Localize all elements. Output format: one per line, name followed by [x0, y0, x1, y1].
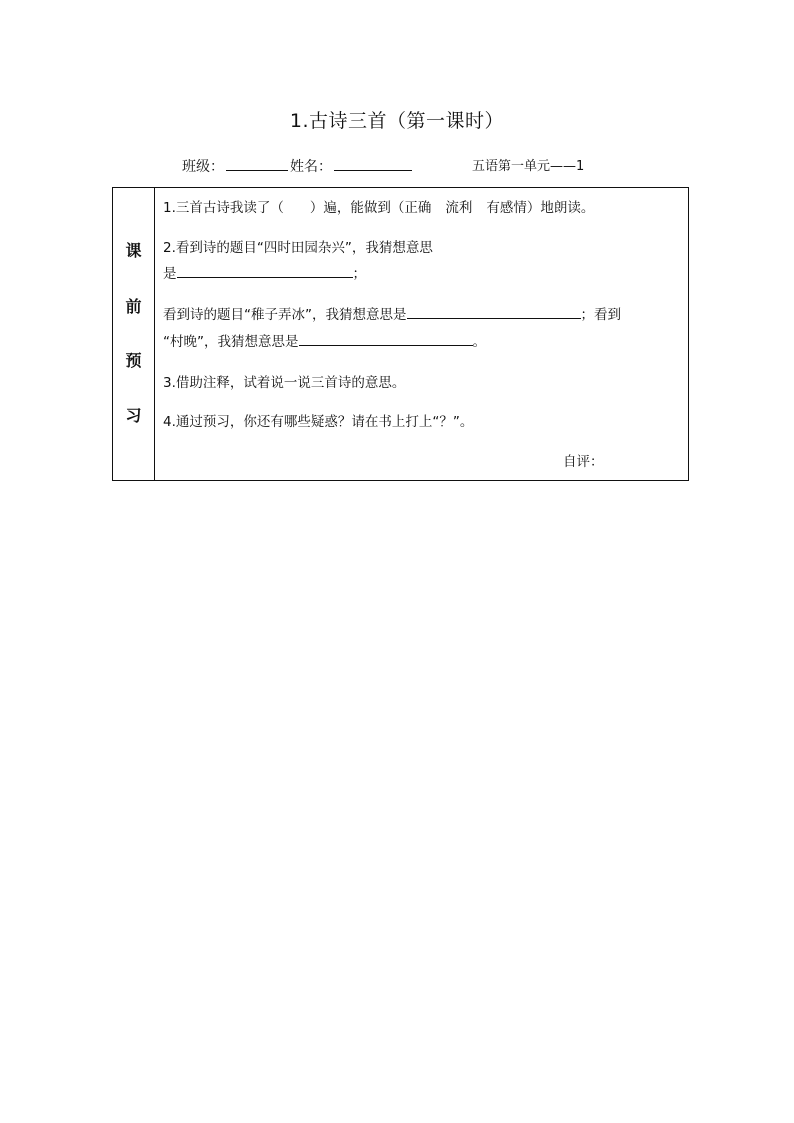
class-label: 班级：	[182, 159, 224, 175]
question-2-line-1: 2.看到诗的题目“四时田园杂兴”，我猜想意思	[163, 240, 433, 256]
class-blank[interactable]	[226, 155, 288, 171]
self-evaluation-label: 自评：	[563, 454, 604, 470]
side-label-char: 预	[125, 351, 142, 370]
answer-blank[interactable]	[177, 263, 353, 278]
side-label-column	[113, 188, 155, 480]
unit-code: 五语第一单元——1	[472, 159, 585, 174]
side-label-char: 课	[125, 241, 142, 260]
question-2-line-2: 是 ；	[163, 262, 366, 282]
question-2b: 看到诗的题目“稚子弄冰”，我猜想意思是 ；看到	[163, 303, 621, 323]
answer-blank[interactable]	[299, 331, 473, 346]
student-info	[182, 155, 414, 176]
name-label: 姓名：	[290, 159, 332, 175]
page-title: 1.古诗三首（第一课时）	[289, 110, 505, 132]
side-label-char: 习	[125, 406, 142, 425]
answer-blank[interactable]	[407, 304, 581, 319]
question-2c: “村晚”，我猜想意思是 。	[163, 330, 486, 350]
question-1: 1.三首古诗我读了（ ）遍，能做到（正确 流利 有感情）地朗读。	[163, 200, 595, 216]
side-label-char: 前	[125, 297, 142, 316]
question-4: 4.通过预习，你还有哪些疑惑？请在书上打上“？”。	[163, 414, 474, 430]
preview-table	[112, 187, 689, 481]
question-3: 3.借助注释，试着说一说三首诗的意思。	[163, 375, 406, 391]
name-blank[interactable]	[334, 155, 412, 171]
